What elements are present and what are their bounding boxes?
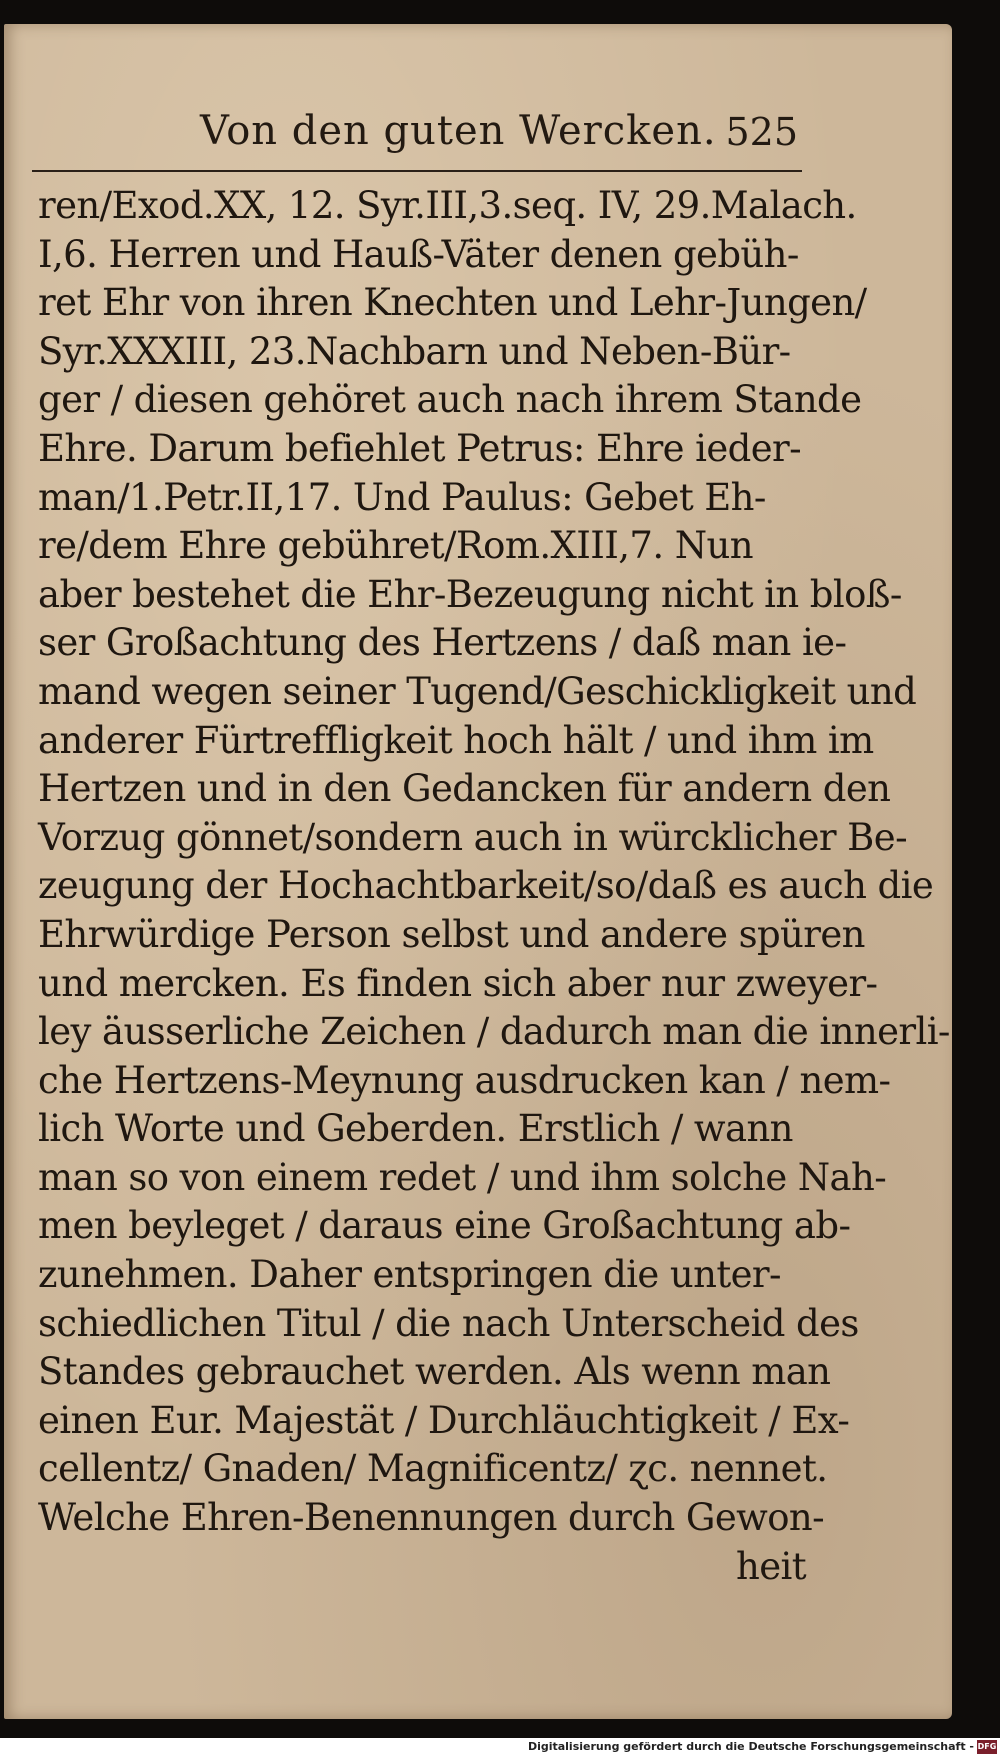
digitization-footer — [0, 1738, 1000, 1757]
text-line: ley äusserliche Zeichen / dadurch man die innerli- — [38, 1010, 950, 1054]
text-line: ger / diesen gehöret auch nach ihrem Stande — [38, 378, 862, 422]
funding-credit: Digitalisierung gefördert durch die Deutsche Forschungsgemeinschaft - — [527, 1740, 974, 1753]
text-line: Vorzug gönnet/sondern auch in würcklicher Be- — [38, 815, 907, 859]
text-line: man so von einem redet / und ihm solche Nah- — [38, 1155, 887, 1199]
running-title: Von den guten Wercken. — [200, 108, 717, 154]
text-line: schiedlichen Titul / die nach Unterscheid des — [38, 1301, 859, 1345]
catchword: heit — [735, 1544, 806, 1588]
text-line: ser Großachtung des Hertzens / daß man ie- — [38, 621, 847, 665]
text-line: men beyleget / daraus eine Großachtung ab- — [38, 1204, 851, 1248]
text-line: Syr.XXXIII, 23.Nachbarn und Neben-Bür- — [38, 329, 791, 373]
book-page — [4, 24, 952, 1719]
body-text — [38, 182, 950, 1591]
text-line: ren/Exod.XX, 12. Syr.III,3.seq. IV, 29.Malach. — [38, 184, 857, 227]
text-line: zeugung der Hochachtbarkeit/so/daß es auch die — [38, 864, 934, 908]
text-line: Hertzen und in den Gedancken für andern den — [38, 767, 891, 811]
page-number: 525 — [725, 110, 798, 154]
text-line: I,6. Herren und Hauß-Väter denen gebüh- — [38, 232, 799, 276]
page-header — [32, 96, 802, 172]
text-line: aber bestehet die Ehr-Bezeugung nicht in bloß- — [38, 572, 902, 616]
text-line: Welche Ehren-Benennungen durch Gewon- — [38, 1496, 825, 1540]
text-line: man/1.Petr.II,17. Und Paulus: Gebet Eh- — [38, 475, 766, 519]
text-line: re/dem Ehre gebühret/Rom.XIII,7. Nun — [38, 524, 753, 568]
text-line: Standes gebrauchet werden. Als wenn man — [38, 1350, 831, 1394]
text-line: einen Eur. Majestät / Durchläuchtigkeit / Ex- — [38, 1398, 850, 1442]
text-line: mand wegen seiner Tugend/Geschickligkeit und — [38, 669, 917, 713]
dfg-logo: DFG — [977, 1740, 997, 1754]
text-line: Ehrwürdige Person selbst und andere spüren — [38, 912, 865, 956]
text-line: Ehre. Darum befiehlet Petrus: Ehre ieder- — [38, 426, 802, 470]
text-line: cellentz/ Gnaden/ Magnificentz/ ɀc. nennet. — [38, 1447, 828, 1491]
text-line: che Hertzens-Meynung ausdrucken kan / nem- — [38, 1058, 891, 1102]
text-line: lich Worte und Geberden. Erstlich / wann — [38, 1107, 793, 1151]
text-line: ret Ehr von ihren Knechten und Lehr-Jungen/ — [38, 281, 867, 325]
text-line: anderer Fürtreffligkeit hoch hält / und ihm im — [38, 718, 874, 762]
text-line: und mercken. Es finden sich aber nur zweyer- — [38, 961, 878, 1005]
text-line: zunehmen. Daher entspringen die unter- — [38, 1253, 781, 1297]
